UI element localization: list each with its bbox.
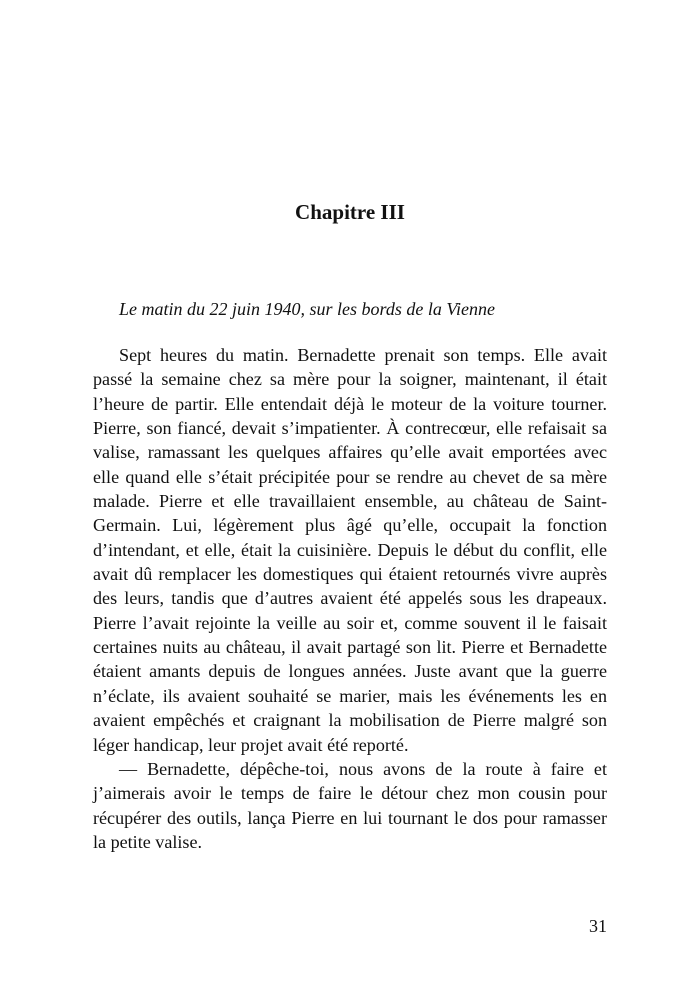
- paragraph: Sept heures du matin. Bernadette prenait son temps. Elle avait passé la semaine chez sa mère pour la soigner, maintenant, il était l’heure de partir. Elle entendait déjà le moteur de la voiture tourner. Pierre, son fiancé, devait s’impatienter. À contrecœur, elle refaisait sa valise, ramassant les quelques affaires qu’elle avait emportées avec elle quand elle s’était précipitée pour se rendre au chevet de sa mère malade. Pierre et elle travaillaient ensemble, au château de Saint-Germain. Lui, légèrement plus âgé qu’elle, occupait la fonction d’intendant, et elle, était la cuisinière. Depuis le début du conflit, elle avait dû remplacer les domestiques qui étaient retournés vivre auprès des leurs, tandis que d’autres avaient été appelés sous les drapeaux. Pierre l’avait rejointe la veille au soir et, comme souvent il le faisait certaines nuits au château, il avait partagé son lit. Pierre et Bernadette étaient amants depuis de longues années. Juste avant que la guerre n’éclate, ils avaient souhaité se marier, mais les événements les en avaient empêchés et craignant la mobilisation de Pierre malgré son léger handicap, leur projet avait été reporté.: [93, 345, 607, 755]
- paragraph-dialogue: — Bernadette, dépêche-toi, nous avons de la route à faire et j’aimerais avoir le temps de faire le détour chez mon cousin pour récupérer des outils, lança Pierre en lui tournant le dos pour ramasser la petite valise.: [93, 758, 607, 852]
- chapter-title: Chapitre III: [295, 200, 405, 224]
- page-number: 31: [589, 916, 607, 936]
- section-subtitle: Le matin du 22 juin 1940, sur les bords de la Vienne: [119, 299, 495, 319]
- body-text: [93, 343, 607, 854]
